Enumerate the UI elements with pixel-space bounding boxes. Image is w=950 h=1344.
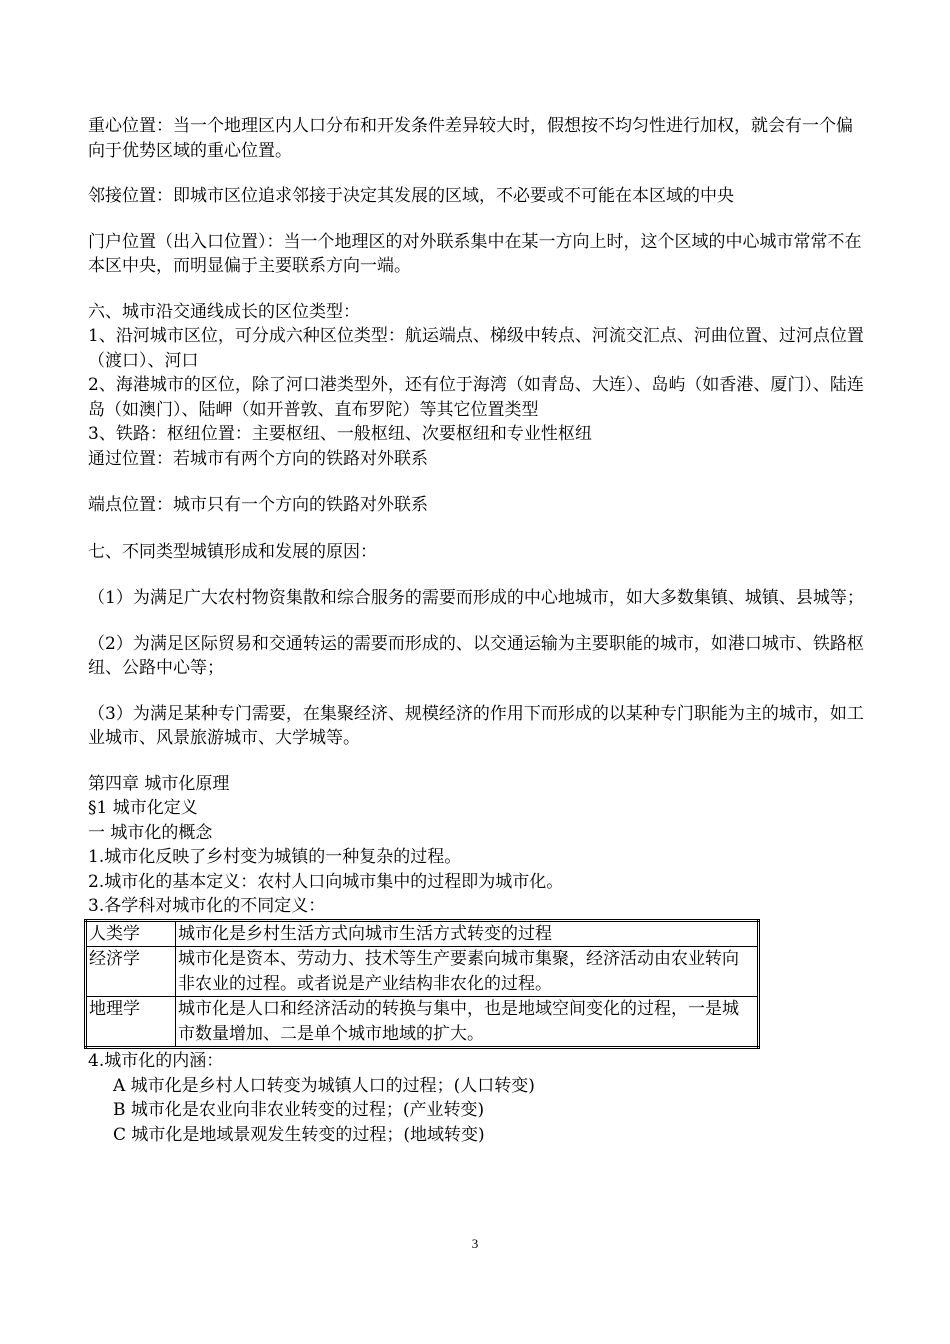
list-item-riverside: 1、沿河城市区位，可分成六种区位类型：航运端点、梯级中转点、河流交汇点、河曲位置、过河点位置（渡口）、河口 bbox=[88, 326, 864, 371]
table-cell-definition: 城市化是资本、劳动力、技术等生产要素向城市集聚，经济活动由农业转向非农业的过程。或者说是产业结构非农化的过程。 bbox=[176, 947, 759, 997]
reason-item-3: （3）为满足某种专门需要，在集聚经济、规模经济的作用下而形成的以某种专门职能为主的城市，如工业城市、风景旅游城市、大学城等。 bbox=[88, 703, 864, 748]
table-row bbox=[86, 920, 759, 947]
table-cell-definition: 城市化是乡村生活方式向城市生活方式转变的过程 bbox=[176, 920, 759, 947]
paragraph-adjacent-location: 邻接位置：即城市区位追求邻接于决定其发展的区域，不必要或不可能在本区域的中央 bbox=[88, 186, 734, 206]
table-cell-discipline: 经济学 bbox=[86, 947, 176, 997]
definitions-table bbox=[84, 919, 760, 1050]
list-item-seaport: 2、海港城市的区位，除了河口港类型外，还有位于海湾（如青岛、大连）、岛屿（如香港、厦门）、陆连岛（如澳门）、陆岬（如开普敦、直布罗陀）等其它位置类型 bbox=[88, 375, 864, 420]
reason-item-1: （1）为满足广大农村物资集散和综合服务的需要而形成的中心地城市，如大多数集镇、城镇、县城等； bbox=[88, 588, 864, 608]
connotation-item-b: B 城市化是农业向非农业转变的过程；(产业转变) bbox=[113, 1100, 485, 1120]
chapter-heading: 第四章 城市化原理 bbox=[88, 773, 230, 794]
paragraph-through-location: 通过位置：若城市有两个方向的铁路对外联系 bbox=[88, 448, 428, 469]
section-heading-six: 六、城市沿交通线成长的区位类型： bbox=[88, 301, 360, 322]
numbered-item-1: 1.城市化反映了乡村变为城镇的一种复杂的过程。 bbox=[88, 847, 462, 867]
table-cell-definition: 城市化是人口和经济活动的转换与集中，也是地域空间变化的过程，一是城市数量增加、二是单个城市地域的扩大。 bbox=[176, 997, 759, 1048]
section-heading: §1 城市化定义 bbox=[88, 798, 198, 818]
subsection-heading: 一 城市化的概念 bbox=[88, 822, 213, 843]
document-body bbox=[88, 114, 868, 1147]
page-number: 3 bbox=[471, 1236, 479, 1251]
numbered-item-3: 3.各学科对城市化的不同定义： bbox=[88, 896, 326, 916]
list-item-railway: 3、铁路：枢纽位置：主要枢纽、一般枢纽、次要枢纽和专业性枢纽 bbox=[88, 424, 592, 444]
numbered-item-2: 2.城市化的基本定义：农村人口向城市集中的过程即为城市化。 bbox=[88, 871, 564, 892]
table-cell-discipline: 地理学 bbox=[86, 997, 176, 1048]
table-cell-discipline: 人类学 bbox=[86, 920, 176, 947]
table-row bbox=[86, 947, 759, 997]
reason-item-2: （2）为满足区际贸易和交通转运的需要而形成的、以交通运输为主要职能的城市，如港口城市、铁路枢纽、公路中心等； bbox=[88, 633, 864, 678]
paragraph-terminal-location: 端点位置：城市只有一个方向的铁路对外联系 bbox=[88, 495, 428, 515]
table-row bbox=[86, 997, 759, 1048]
paragraph-center-of-gravity-location: 重心位置：当一个地理区内人口分布和开发条件差异较大时，假想按不均匀性进行加权，就会有一个偏向于优势区域的重心位置。 bbox=[88, 116, 853, 161]
connotation-item-a: A 城市化是乡村人口转变为城镇人口的过程；(人口转变) bbox=[113, 1075, 535, 1096]
paragraph-gateway-location: 门户位置（出入口位置）：当一个地理区的对外联系集中在某一方向上时，这个区域的中心城市常常不在本区中央，而明显偏于主要联系方向一端。 bbox=[88, 231, 862, 276]
numbered-item-4: 4.城市化的内涵： bbox=[88, 1051, 224, 1071]
connotation-item-c: C 城市化是地域景观发生转变的过程；(地域转变) bbox=[113, 1124, 485, 1145]
section-heading-seven: 七、不同类型城镇形成和发展的原因： bbox=[88, 541, 377, 562]
